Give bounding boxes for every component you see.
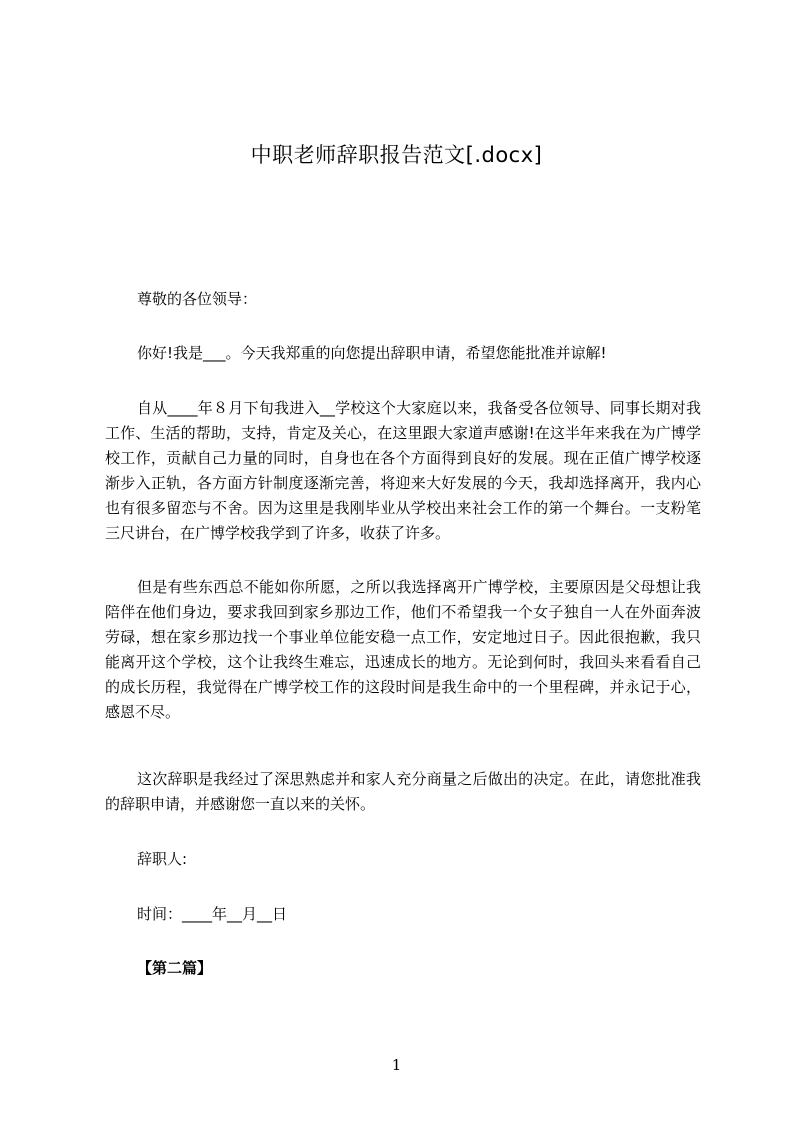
signer-line: 辞职人: [137, 850, 188, 868]
paragraph-reason: 但是有些东西总不能如你所愿，之所以我选择离开广博学校，主要原因是父母想让我陪伴在他们身边，要求我回到家乡那边工作，他们不希望我一个女子独自一人在外面奔波劳碌，想在家乡那边找一个事业单位能安稳一点工作，安定地过日子。因此很抱歉，我只能离开这个学校，这个让我终生难忘，迅速成长的地方。无论到何时，我回头来看看自己的成长历程，我觉得在广博学校工作的这段时间是我生命中的一个里程碑，并永记于心，感恩不尽。 [105, 578, 701, 721]
paragraph-gratitude: 自从____年８月下旬我进入__学校这个大家庭以来，我备受各位领导、同事长期对我工作、生活的帮助，支持，肯定及关心，在这里跟大家道声感谢!在这半年来我在为广博学校工作，贡献自己力量的同时，自身也在各个方面得到良好的发展。现在正值广博学校逐渐步入正轨，各方面方针制度逐渐完善，将迎来大好发展的今天，我却选择离开，我内心也有很多留恋与不舍。因为这里是我刚毕业从学校出来社会工作的第一个舞台。一支粉笔三尺讲台，在广博学校我学到了许多，收获了许多。 [105, 399, 701, 542]
document-title: 中职老师辞职报告范文[.docx] [250, 143, 543, 167]
paragraph-intro: 你好!我是___。今天我郑重的向您提出辞职申请，希望您能批准并谅解! [137, 344, 607, 362]
paragraph-decision: 这次辞职是我经过了深思熟虑并和家人充分商量之后做出的决定。在此，请您批准我的辞职申请，并感谢您一直以来的关怀。 [105, 770, 701, 813]
date-line: 时间：____年__月__日 [137, 905, 288, 923]
page-number: 1 [391, 1056, 402, 1074]
section-heading: 【第二篇】 [137, 959, 213, 977]
greeting: 尊敬的各位领导： [137, 290, 258, 308]
